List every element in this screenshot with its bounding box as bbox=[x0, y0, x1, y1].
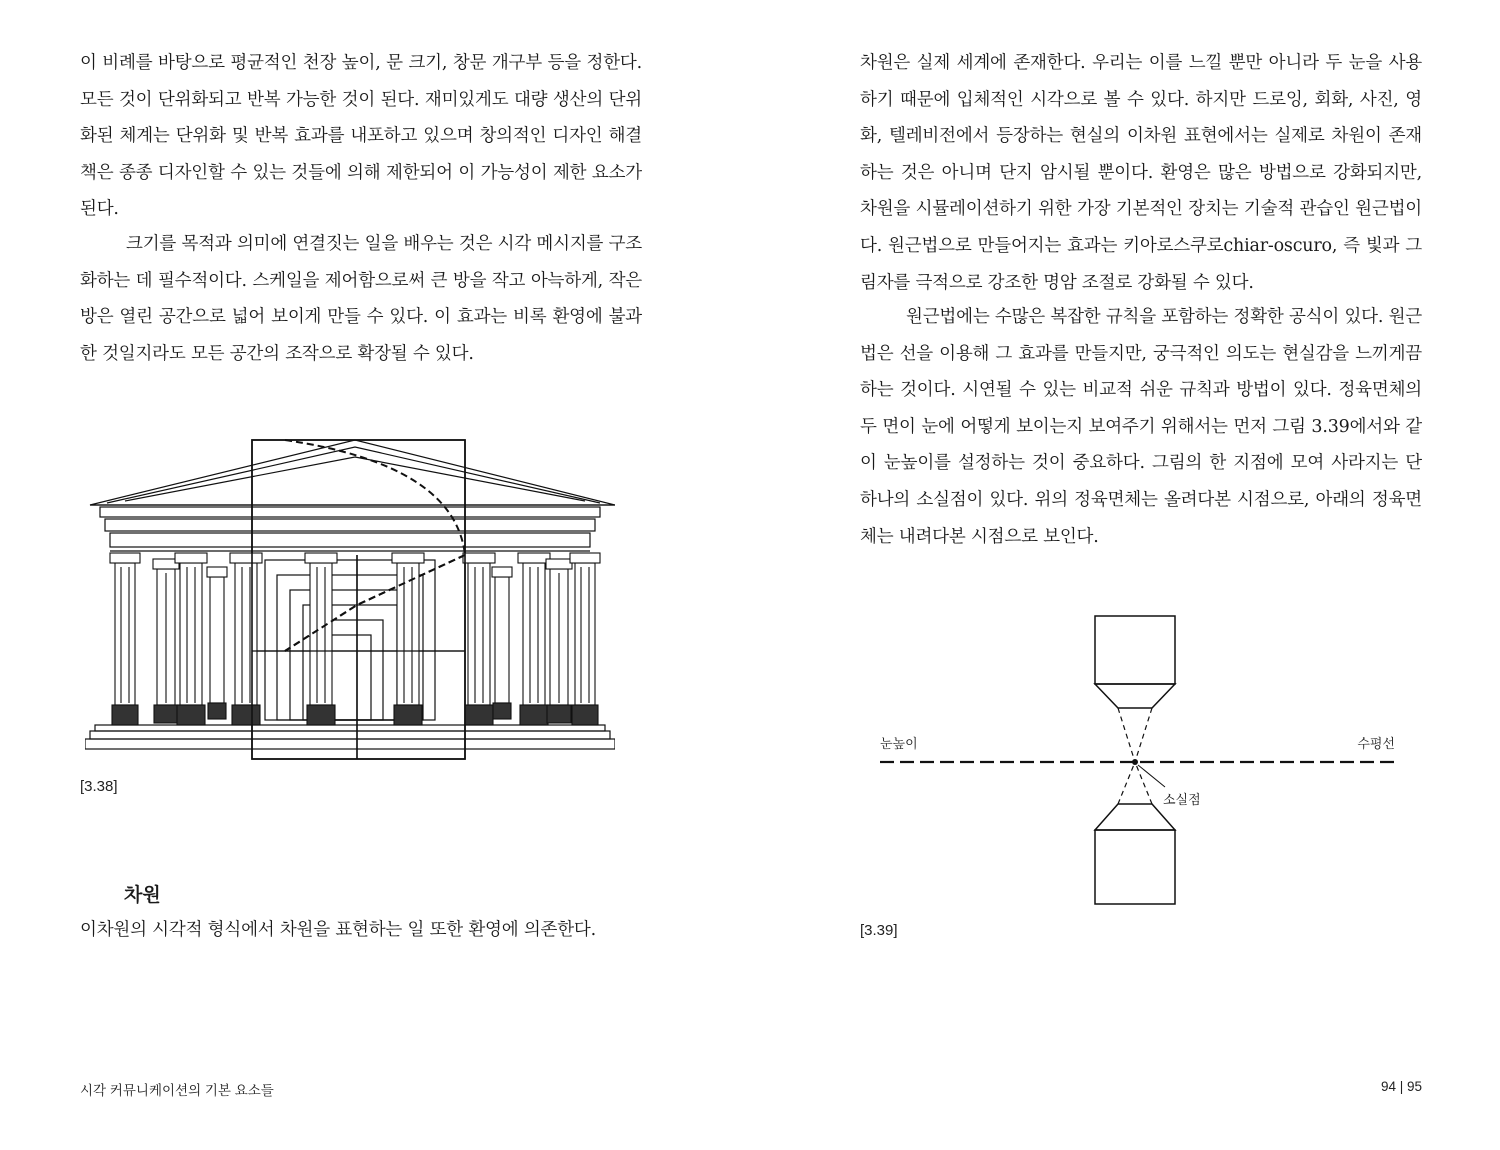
vanishing-point-label: 소실점 bbox=[1163, 792, 1201, 807]
body-paragraph: 차원은 실제 세계에 존재한다. 우리는 이를 느낄 뿐만 아니라 두 눈을 사용하기 때문에 입체적인 시각으로 볼 수 있다. 하지만 드로잉, 회화, 사진, 영화, 텔레비전에서 등장하는 현실의 이차원 표현에서는 실제로 차원이 존재하는 것은 아니며 단지 암시될 뿐이다. 환영은 많은 방법으로 강화되지만, 차원을 시뮬레이션하기 위한 가장 기본적인 장치는 기술적 관습인 원근법이다. 원근법으로 만들어지는 효과는 키아로스쿠로chiar-oscuro, 즉 빛과 그림자를 극적으로 강조한 명암 조절로 강화될 수 있다. bbox=[860, 53, 1422, 293]
body-paragraph: 크기를 목적과 의미에 연결짓는 일을 배우는 것은 시각 메시지를 구조화하는 데 필수적이다. 스케일을 제어함으로써 큰 방을 작고 아늑하게, 작은 방은 열린 공간으로 넓어 보이게 만들 수 있다. 이 효과는 비록 환영에 불과한 것일지라도 모든 공간의 조작으로 확장될 수 있다. bbox=[80, 234, 643, 364]
section-heading: 차원 bbox=[124, 884, 161, 906]
figure-caption: [3.38] bbox=[80, 778, 118, 795]
page-numbers: 94 | 95 bbox=[1380, 1079, 1422, 1094]
body-paragraph: 이 비례를 바탕으로 평균적인 천장 높이, 문 크기, 창문 개구부 등을 정한다. 모든 것이 단위화되고 반복 가능한 것이 된다. 재미있게도 대량 생산의 단위화된 체계는 단위화 및 반복 효과를 내포하고 있으며 창의적인 디자인 해결책은 종종 디자인할 수 있는 것들에 의해 제한되어 이 가능성이 제한 요소가 된다. bbox=[80, 53, 642, 220]
temple-facade-illustration bbox=[85, 435, 615, 765]
horizon-label: 수평선 bbox=[1357, 736, 1395, 751]
eye-level-label: 눈높이 bbox=[880, 736, 918, 751]
right-page bbox=[750, 0, 1500, 1150]
vanishing-point-diagram bbox=[875, 610, 1405, 910]
figure-caption: [3.39] bbox=[860, 922, 898, 939]
body-paragraph: 이차원의 시각적 형식에서 차원을 표현하는 일 또한 환영에 의존한다. bbox=[80, 920, 597, 940]
body-paragraph: 원근법에는 수많은 복잡한 규칙을 포함하는 정확한 공식이 있다. 원근법은 선을 이용해 그 효과를 만들지만, 궁극적인 의도는 현실감을 느끼게끔 하는 것이다. 시연될 수 있는 비교적 쉬운 규칙과 방법이 있다. 정육면체의 두 면이 눈에 어떻게 보이는지 보여주기 위해서는 먼저 그림 3.39에서와 같이 눈높이를 설정하는 것이 중요하다. 그림의 한 지점에 모여 사라지는 단 하나의 소실점이 있다. 위의 정육면체는 올려다본 시점으로, 아래의 정육면체는 내려다본 시점으로 보인다. bbox=[860, 307, 1423, 547]
running-footer: 시각 커뮤니케이션의 기본 요소들 bbox=[80, 1083, 274, 1098]
